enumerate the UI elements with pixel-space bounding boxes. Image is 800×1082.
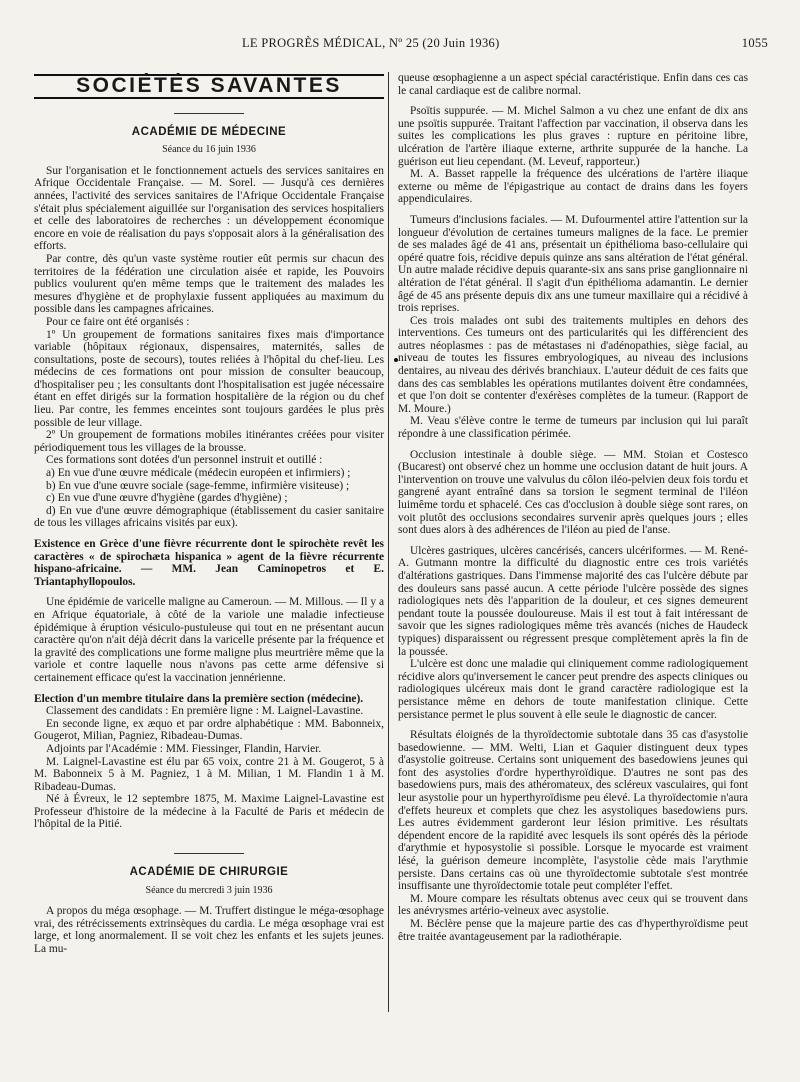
article-sorel: Sur l'organisation et le fonctionnement actuels des services sanitaires en Afrique Occidentale Française. — M. Sorel. — Jusqu'à ces dernières années, l'activité des services sanitaires de l'Afrique Occidentale Française s'était plus spécialement aiguillée sur l'organisation des services hospitaliers et celle des laboratoires de recherches : un développement économique encore en voie de réalisation du pays s'opposait alors à la généralisation des efforts. bbox=[34, 164, 384, 253]
column-divider bbox=[388, 72, 389, 1012]
paragraph: Adjoints par l'Académie : MM. Fiessinger, Flandin, Harvier. bbox=[46, 742, 322, 755]
academie-chirurgie-date: Séance du mercredi 3 juin 1936 bbox=[145, 884, 273, 896]
article-tumeurs: Tumeurs d'inclusions faciales. — M. Dufourmentel attire l'attention sur la longueur d'évolution de certaines tumeurs malignes de la face. Le premier de ses malades âgé de 41 ans, présentait un épithélioma baso-cellulaire qui opéré quatre fois, récidive depuis quinze ans sans altération de l'état général. Un autre malade récidive depuis quarante-six ans sans prise ganglionnaire ni altération de l'état général. Il s'agit d'un épithélioma adamantin. Le dernier âgé de 45 ans présente depuis dix ans une tumeur maxillaire qui a récidivé à trois reprises. bbox=[398, 213, 748, 315]
paragraph: En seconde ligne, ex æquo et par ordre alphabétique : MM. Babonneix, Gougerot, Milian, Pagniez, Ribadeau-Dumas. bbox=[34, 717, 384, 743]
academie-chirurgie-title: ACADÉMIE DE CHIRURGIE bbox=[129, 866, 289, 879]
left-column bbox=[34, 72, 384, 956]
paragraph: Né à Évreux, le 12 septembre 1875, M. Maxime Laignel-Lavastine est Professeur d'histoire de la médecine à la Faculté de Paris et médecin de l'hôpital de la Pitié. bbox=[34, 793, 384, 831]
paragraph: 1º Un groupement de formations sanitaires fixes mais d'importance variable (hôpitaux régionaux, dispensaires, maternités, salles de consultations, poste de secours), toutes reliées à l'hôpital du chef-lieu. Les médecins de ces formations ont pour mission de consulter beaucoup, d'hospitaliser peu ; les consultants dont l'hospitalisation est jugée nécessaire étant en effet dirigés sur la formation hospitalière de la région ou du chef lieu. Par contre, les femmes enceintes sont toujours gardées le plus près possible de leur village. bbox=[34, 328, 384, 429]
list-item: a) En vue d'une œuvre médicale (médecin européen et infirmiers) ; bbox=[46, 467, 351, 480]
article-varicelle: Une épidémie de varicelle maligne au Cameroun. — M. Millous. — Il y a en Afrique équatoriale, à côté de la variole une maladie infectieuse épidémique à éruption vésiculo-pustuleuse qui tout en ne présentant aucun caractère qu'on n'ait déjà décrit dans la varicelle présente par la fréquence et la gravité des complications une forme maligne plus meurtrière même que la variole et contre laquelle nous n'avons pas cette arme défensive si certainement efficace qu'est la vaccination jennérienne. bbox=[34, 596, 384, 684]
list-item: c) En vue d'une œuvre d'hygiène (gardes d'hygiène) ; bbox=[46, 492, 288, 505]
paragraph: M. A. Basset rappelle la fréquence des ulcérations de l'artère iliaque externe ou même de l'épigastrique au contact de drains dans les foyers appendiculaires. bbox=[398, 168, 748, 206]
academie-medecine-date: Séance du 16 juin 1936 bbox=[162, 144, 256, 156]
paragraph: 2º Un groupement de formations mobiles itinérantes créées pour visiter périodiquement tous les villages de la brousse. bbox=[34, 429, 384, 454]
article-fievre-recurrente: Existence en Grèce d'une fièvre récurrente dont le spirochète revêt les caractères « de spirochæta hispanica » agent de la fièvre récurrente hispano-africaine. — MM. Jean Caminopetros et E. Triantaphyllopoulos. bbox=[34, 538, 384, 588]
article-thyroidectomie: Résultats éloignés de la thyroïdectomie subtotale dans 35 cas d'asystolie basedowienne. — MM. Welti, Lian et Gaquier distinguent deux types d'asystolie goitreuse. Certains sont uniquement des basedowiens jeunes qui font des asystolies d'ordre hyperthyroïdique. D'autres ne sont pas des basedowiens purs, mais des athéromateux, des scléreux vasculaires, qui font leur asystolie pour un hyperthyroïdisme peu élevé. La thyroïdectomie n'aura d'effets heureux et complets que chez les asystoliques basedowiens purs. Les autres évidemment garderont leur lésion primitive. Les résultats dépendent encore de la rapidité avec lesquels ils sont opérés dès la période d'arythmie et hyposystolie si possible. Lorsque le myocarde est vraiment lésé, la guérison demeure incomplète, l'asystolie cède mais l'arythmie persiste. Dans certains cas où une thyroïdectomie subtotale s'est montrée insuffisante une thyroïdectomie totale peut compléter l'effet. bbox=[398, 729, 748, 893]
academie-medecine-title: ACADÉMIE DE MÉDECINE bbox=[131, 125, 287, 138]
journal-title: LE PROGRÈS MÉDICAL, Nº 25 (20 Juin 1936) bbox=[242, 36, 500, 50]
paragraph: Ces formations sont dotées d'un personnel instruit et outillé : bbox=[46, 454, 323, 467]
right-column bbox=[398, 72, 748, 943]
section-banner: SOCIÉTÉS SAVANTES bbox=[34, 74, 384, 99]
paragraph: Par contre, dès qu'un vaste système routier eût permis sur chacun des territoires de la fédération une circulation aisée et rapide, les Pouvoirs publics voulurent qu'en même temps que le traitement des malades les mesures d'hygiène et de prophylaxie fussent appliquées au maximum du possible dans les campagnes africaines. bbox=[34, 252, 384, 316]
paragraph: M. Laignel-Lavastine est élu par 65 voix, contre 21 à M. Gougerot, 5 à M. Babonneix 5 à M. Pagniez, 1 à M. Milian, 1 M. Flandin 1 à M. Ribadeau-Dumas. bbox=[34, 755, 384, 793]
paragraph: M. Moure compare les résultats obtenus avec ceux qui se trouvent dans les anévrysmes artério-veineux avec asystolie. bbox=[398, 892, 748, 918]
paragraph: Pour ce faire ont été organisés : bbox=[46, 315, 190, 328]
paragraph: Classement des candidats : En première ligne : M. Laignel-Lavastine. bbox=[46, 705, 364, 718]
paragraph: M. Veau s'élève contre le terme de tumeurs par inclusion qui lui paraît répondre à une classification périmée. bbox=[398, 415, 748, 441]
list-item: d) En vue d'une œuvre démographique (établissement du casier sanitaire de tous les villages africains visités par eux). bbox=[34, 504, 384, 530]
paragraph: Ces trois malades ont subi des traitements multiples en dehors des interventions. Ces tumeurs ont des particularités qui les différencient des autres néoplasmes : pas de métastases ni d'adénopathies, siège facial, au niveau de toutes les fissures embryologiques, au niveau des inclusions dentaires, au niveau des dérivés branchiaux. L'auteur déduit de ces faits que dans des cas semblables les opérations mutilantes doivent être condamnées, et que l'on doit se contenter d'exérèses complètes de la tumeur. (Rapport de M. Moure.) bbox=[398, 314, 748, 415]
paragraph: M. Béclère pense que la majeure partie des cas d'hyperthyroïdisme peut être traitée avantageusement par la radiothérapie. bbox=[398, 918, 748, 943]
page-number: 1055 bbox=[741, 36, 768, 50]
short-rule bbox=[174, 113, 244, 114]
article-psoitis: Psoïtis suppurée. — M. Michel Salmon a vu chez une enfant de dix ans une psoïtis suppurée. Traitant l'affection par vaccination, il observa dans les suites les complications les plus graves : rupture en péritoine libre, ulcération de l'artère iliaque externe, arthrite suppurée de la hanche. La guérison eut lieu cependant. (M. Leveuf, rapporteur.) bbox=[398, 105, 748, 168]
article-ulceres: Ulcères gastriques, ulcères cancérisés, cancers ulcériformes. — M. René-A. Gutmann montre la difficulté du diagnostic entre ces trois variétés d'altérations gastriques. Dans l'immense majorité des cas l'ulcère débute par des douleurs sans passé aucun. A cette période l'ulcère possède des signes radiologiques nets dès l'apparition de la douleur, et ces signes demeurent pendant toute la poussée douloureuse. Mais il est tout à fait intéressant de savoir que les signes radiologiques même très avancés (niches de Haudeck typiques) disparaissent ou régressent presque complètement après la fin de la poussée. bbox=[398, 544, 748, 658]
short-rule bbox=[174, 853, 244, 854]
paragraph: queuse œsophagienne a un aspect spécial caractéristique. Enfin dans ces cas le canal cardiaque est de calibre normal. bbox=[398, 72, 748, 97]
article-occlusion: Occlusion intestinale à double siège. — MM. Stoian et Costesco (Bucarest) ont observé chez un homme une occlusion datant de huit jours. A l'intervention on trouve une valvulus du côlon iléo-pelvien deux fois tordu et gangrené ayant entraîné dans sa torsion le segment terminal de l'iléon luimême tordu et sphacelé. Ces cas d'occlusion à double siège sont rares, on voit plutôt des occlusions secondaires survenir après quelques jours ; elles sont dues alors à des adhérences de l'iléon au pied de l'anse. bbox=[398, 448, 748, 537]
page-header bbox=[32, 36, 768, 56]
article-election: Election d'un membre titulaire dans la première section (médecine). bbox=[34, 692, 364, 705]
article-mega-oesophage: A propos du méga œsophage. — M. Truffert distingue le méga-œsophage vrai, des rétrécissements extrinsèques du cardia. Le méga œsophage vrai est large, et long anormalement. Il se voit chez les enfants et les sujets jeunes. La mu- bbox=[34, 905, 384, 956]
list-item: b) En vue d'une œuvre sociale (sage-femme, infirmière visiteuse) ; bbox=[46, 479, 350, 492]
paragraph: L'ulcère est donc une maladie qui cliniquement comme radiologiquement récidive alors qu'inversement le cancer peut prendre des aspects cliniques ou radiologiques ulcéreux mais dont le grand caractère radiologique est la persistance même en dehors de toute manifestation clinique. Cette persistance permet le plus souvent à elle seule le diagnostic de cancer. bbox=[398, 658, 748, 721]
